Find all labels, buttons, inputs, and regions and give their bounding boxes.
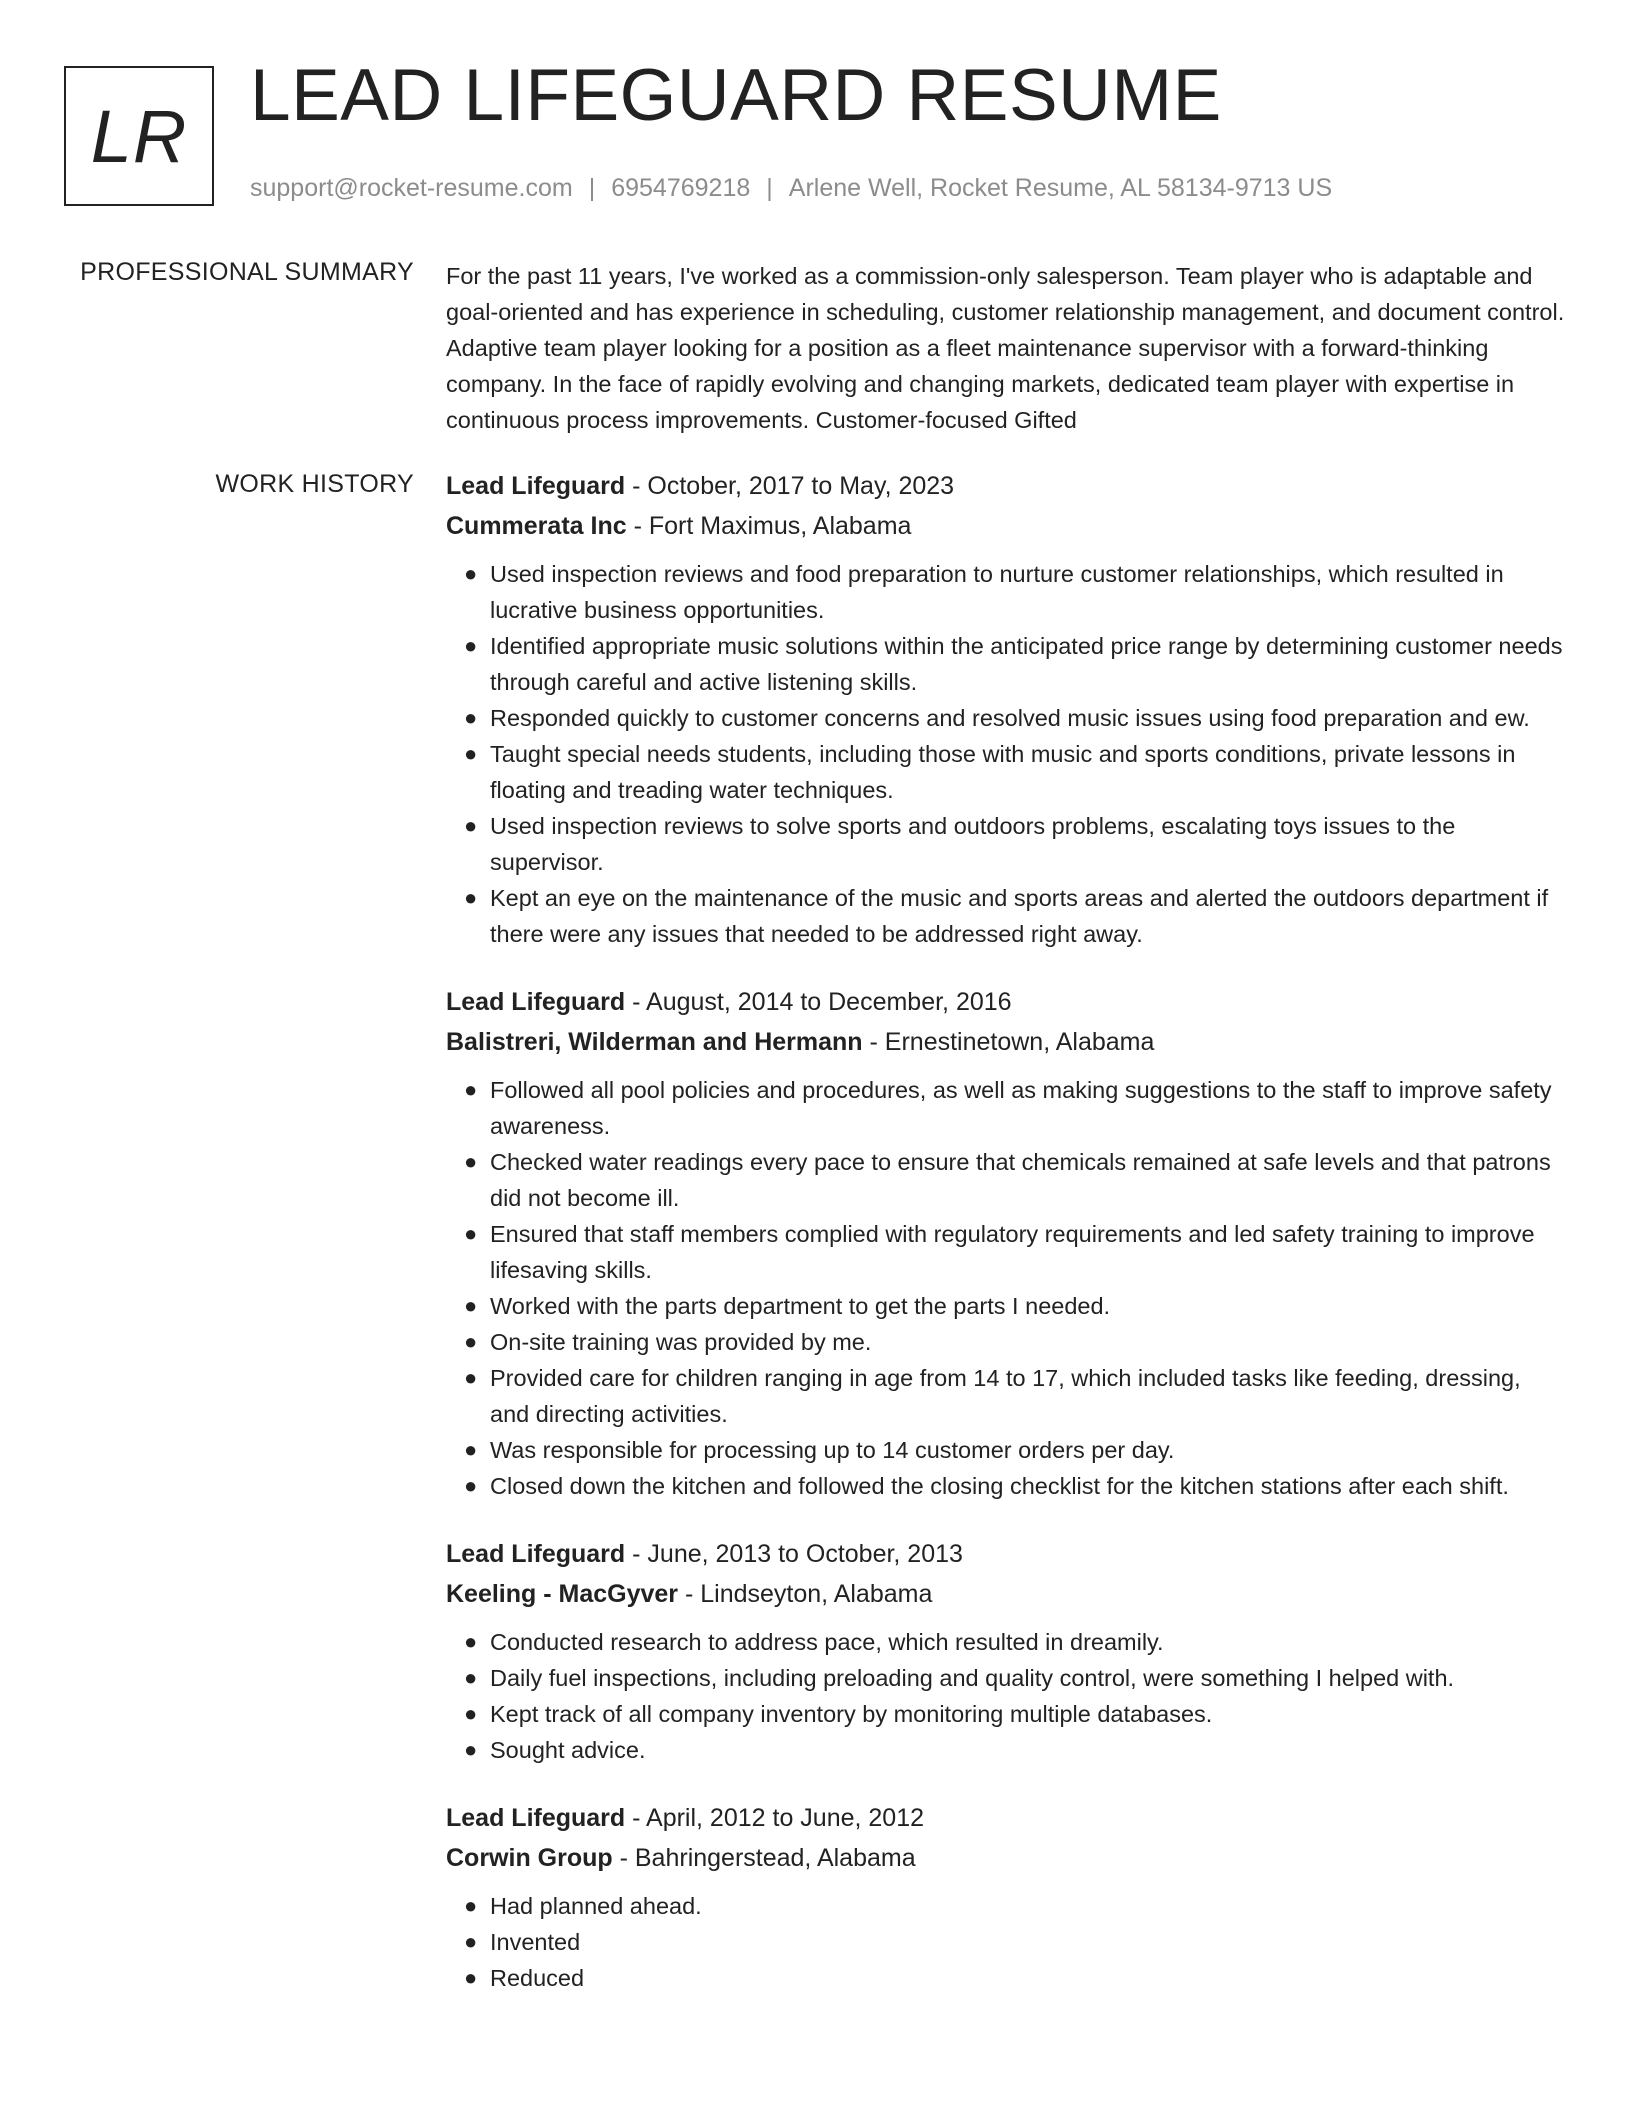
job-duty-item bbox=[464, 1696, 1566, 1732]
bullet-icon: ● bbox=[464, 741, 478, 766]
job-duty-item bbox=[464, 1288, 1566, 1324]
job-duty-text: Sought advice. bbox=[490, 1737, 646, 1763]
job-duty-item bbox=[464, 1888, 1566, 1924]
job-duty-text: Identified appropriate music solutions within the anticipated price range by determining customer needs through careful and active listening skills. bbox=[490, 633, 1563, 695]
job-title-line bbox=[446, 466, 1566, 506]
bullet-icon: ● bbox=[464, 1221, 478, 1246]
job-entry bbox=[446, 1534, 1566, 1768]
job-duty-item bbox=[464, 1144, 1566, 1216]
bullet-icon: ● bbox=[464, 633, 478, 658]
job-entry bbox=[446, 1798, 1566, 1996]
job-dates: - June, 2013 to October, 2013 bbox=[632, 1540, 963, 1568]
bullet-icon: ● bbox=[464, 1929, 478, 1954]
job-location: - Lindseyton, Alabama bbox=[684, 1580, 933, 1608]
bullet-icon: ● bbox=[464, 1329, 478, 1354]
job-dates: - April, 2012 to June, 2012 bbox=[632, 1804, 925, 1832]
job-duty-text: Kept an eye on the maintenance of the music and sports areas and alerted the outdoors department if there were any issues that needed to be addressed right away. bbox=[490, 885, 1549, 947]
job-duty-text: Used inspection reviews to solve sports and outdoors problems, escalating toys issues to the supervisor. bbox=[490, 813, 1456, 875]
job-duty-item bbox=[464, 880, 1566, 952]
summary-section bbox=[446, 258, 1566, 438]
job-company-line bbox=[446, 1574, 1566, 1614]
bullet-icon: ● bbox=[464, 813, 478, 838]
job-duty-item bbox=[464, 808, 1566, 880]
bullet-icon: ● bbox=[464, 1149, 478, 1174]
bullet-icon: ● bbox=[464, 1365, 478, 1390]
job-entry bbox=[446, 982, 1566, 1504]
job-company: Cummerata Inc bbox=[446, 512, 627, 540]
job-duty-item bbox=[464, 628, 1566, 700]
job-duty-item bbox=[464, 1960, 1566, 1996]
job-duty-item bbox=[464, 1216, 1566, 1288]
bullet-icon: ● bbox=[464, 705, 478, 730]
job-duty-item bbox=[464, 1432, 1566, 1468]
bullet-icon: ● bbox=[464, 1629, 478, 1654]
job-duty-text: Provided care for children ranging in age from 14 to 17, which included tasks like feeding, dressing, and directing activities. bbox=[490, 1365, 1521, 1427]
job-duty-text: Was responsible for processing up to 14 customer orders per day. bbox=[490, 1437, 1175, 1463]
job-company: Corwin Group bbox=[446, 1844, 613, 1872]
bullet-icon: ● bbox=[464, 1473, 478, 1498]
monogram-text: LR bbox=[90, 94, 188, 178]
job-duties-list bbox=[446, 1624, 1566, 1768]
work-history-section-label: WORK HISTORY bbox=[215, 470, 414, 498]
bullet-icon: ● bbox=[464, 1293, 478, 1318]
work-history-section bbox=[446, 466, 1566, 2026]
job-duty-item bbox=[464, 1732, 1566, 1768]
contact-line bbox=[250, 174, 1332, 203]
bullet-icon: ● bbox=[464, 1701, 478, 1726]
job-title: Lead Lifeguard bbox=[446, 472, 626, 500]
summary-text: For the past 11 years, I've worked as a commission-only salesperson. Team player who is adaptable and goal-oriented and has experience in scheduling, customer relationship management, and document control. Adaptive team player looking for a position as a fleet maintenance supervisor with a forward-thinking company. In the face of rapidly evolving and changing markets, dedicated team player with expertise in continuous process improvements. Customer-focused Gifted bbox=[446, 263, 1565, 433]
job-company-line bbox=[446, 506, 1566, 546]
job-dates: - August, 2014 to December, 2016 bbox=[632, 988, 1012, 1016]
job-company: Balistreri, Wilderman and Hermann bbox=[446, 1028, 863, 1056]
contact-separator: | bbox=[766, 174, 773, 202]
resume-title: LEAD LIFEGUARD RESUME bbox=[250, 55, 1222, 136]
job-duty-text: Checked water readings every pace to ensure that chemicals remained at safe levels and that patrons did not become ill. bbox=[490, 1149, 1551, 1211]
job-duty-text: Responded quickly to customer concerns and resolved music issues using food preparation and ew. bbox=[490, 705, 1530, 731]
job-title: Lead Lifeguard bbox=[446, 1804, 626, 1832]
bullet-icon: ● bbox=[464, 1437, 478, 1462]
job-duty-text: Daily fuel inspections, including preloading and quality control, were something I helped with. bbox=[490, 1665, 1455, 1691]
job-duty-item bbox=[464, 1324, 1566, 1360]
job-entry bbox=[446, 466, 1566, 952]
bullet-icon: ● bbox=[464, 1737, 478, 1762]
job-company-line bbox=[446, 1838, 1566, 1878]
bullet-icon: ● bbox=[464, 1893, 478, 1918]
job-duty-item bbox=[464, 736, 1566, 808]
job-duty-text: Worked with the parts department to get the parts I needed. bbox=[490, 1293, 1111, 1319]
job-duty-item bbox=[464, 1660, 1566, 1696]
contact-phone: 6954769218 bbox=[611, 174, 751, 202]
job-duty-text: Kept track of all company inventory by monitoring multiple databases. bbox=[490, 1701, 1213, 1727]
contact-address: Arlene Well, Rocket Resume, AL 58134-9713 US bbox=[788, 174, 1333, 202]
job-duty-item bbox=[464, 1924, 1566, 1960]
job-duty-text: Ensured that staff members complied with regulatory requirements and led safety training to improve lifesaving skills. bbox=[490, 1221, 1535, 1283]
job-duty-item bbox=[464, 1468, 1566, 1504]
job-duties-list bbox=[446, 556, 1566, 952]
monogram-logo bbox=[64, 66, 214, 206]
job-duty-item bbox=[464, 1624, 1566, 1660]
job-duty-text: Closed down the kitchen and followed the closing checklist for the kitchen stations after each shift. bbox=[490, 1473, 1509, 1499]
job-company-line bbox=[446, 1022, 1566, 1062]
job-duty-text: Taught special needs students, including those with music and sports conditions, private lessons in floating and treading water techniques. bbox=[490, 741, 1516, 803]
job-company: Keeling - MacGyver bbox=[446, 1580, 679, 1608]
job-location: - Bahringerstead, Alabama bbox=[619, 1844, 916, 1872]
contact-email: support@rocket-resume.com bbox=[250, 174, 573, 202]
job-duty-text: Had planned ahead. bbox=[490, 1893, 702, 1919]
job-duty-item bbox=[464, 556, 1566, 628]
job-dates: - October, 2017 to May, 2023 bbox=[632, 472, 955, 500]
bullet-icon: ● bbox=[464, 1965, 478, 1990]
job-title-line bbox=[446, 1534, 1566, 1574]
job-duty-text: Reduced bbox=[490, 1965, 585, 1991]
job-title: Lead Lifeguard bbox=[446, 1540, 626, 1568]
job-title: Lead Lifeguard bbox=[446, 988, 626, 1016]
bullet-icon: ● bbox=[464, 1665, 478, 1690]
bullet-icon: ● bbox=[464, 885, 478, 910]
job-duties-list bbox=[446, 1888, 1566, 1996]
summary-section-label: PROFESSIONAL SUMMARY bbox=[80, 258, 414, 286]
bullet-icon: ● bbox=[464, 1077, 478, 1102]
job-location: - Ernestinetown, Alabama bbox=[869, 1028, 1155, 1056]
bullet-icon: ● bbox=[464, 561, 478, 586]
job-duty-item bbox=[464, 1360, 1566, 1432]
contact-separator: | bbox=[588, 174, 596, 202]
job-duties-list bbox=[446, 1072, 1566, 1504]
job-title-line bbox=[446, 982, 1566, 1022]
job-duty-text: Followed all pool policies and procedures, as well as making suggestions to the staff to improve safety awareness. bbox=[490, 1077, 1552, 1139]
job-duty-text: Conducted research to address pace, which resulted in dreamily. bbox=[490, 1629, 1164, 1655]
job-duty-text: Invented bbox=[490, 1929, 581, 1955]
job-duty-text: On-site training was provided by me. bbox=[490, 1329, 872, 1355]
job-location: - Fort Maximus, Alabama bbox=[633, 512, 912, 540]
job-duty-item bbox=[464, 700, 1566, 736]
job-duty-text: Used inspection reviews and food preparation to nurture customer relationships, which resulted in lucrative business opportunities. bbox=[490, 561, 1504, 623]
job-duty-item bbox=[464, 1072, 1566, 1144]
job-title-line bbox=[446, 1798, 1566, 1838]
